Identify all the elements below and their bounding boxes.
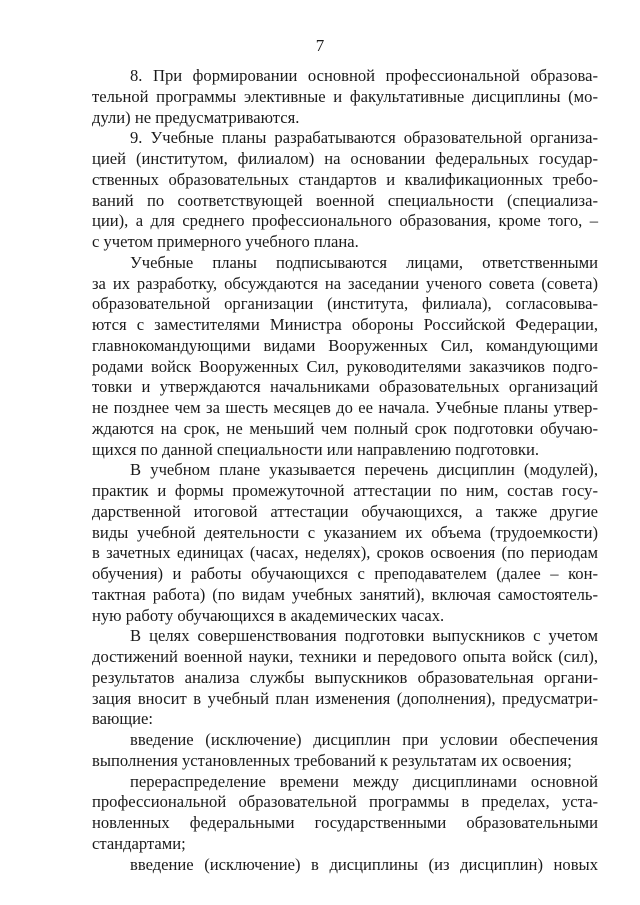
list-item [92,730,598,772]
text-line: новленных федеральными государственными образовательными [92,813,598,832]
text-line: практик и формы промежуточной аттестации по ним, состав госу- [92,481,598,500]
text-line: перераспределение времени между дисциплинами основной [130,771,598,791]
text-line: тактная работа) (по видам учебных занятий), включая самостоятель- [92,584,598,604]
text-line: ются с заместителями Министра обороны Российской Федерации, [92,315,598,334]
text-line: зация вносит в учебный план изменения (дополнения), предусматри- [92,688,598,708]
text-line: дули) не предусматриваются. [92,107,300,127]
page-number: 7 [315,36,325,55]
text-line: тельной программы элективные и факультативные дисциплины (мо- [92,86,598,106]
text-line: товки и утверждаются начальниками образовательных организаций [92,377,598,397]
text-line: выполнения установленных требований к результатам их освоения; [92,750,572,770]
text-line: обучения) и работы обучающихся с преподавателем (далее – кон- [92,564,598,583]
text-line: щихся по данной специальности или направлению подготовки. [92,439,540,459]
text-line: ственных образовательных стандартов и квалификационных требо- [92,169,598,189]
text-line: родами войск Вооруженных Сил, руководителями заказчиков подго- [92,356,598,376]
text-line: вающие: [92,709,154,729]
text-line: ции), а для среднего профессионального образования, кроме того, – [92,211,598,231]
paragraph-plan-approval [92,253,598,461]
text-line: виды учебной деятельности с указанием их объема (трудоемкости) [92,522,598,542]
text-line: В учебном плане указывается перечень дисциплин (модулей), [130,460,598,480]
paragraph-item-8 [92,66,598,128]
list-item [92,772,598,855]
text-line: введение (исключение) в дисциплины (из дисциплин) новых [130,854,598,874]
list-item [92,855,598,876]
text-line: Учебные планы подписываются лицами, ответственными [130,252,598,272]
text-line: цией (институтом, филиалом) на основании федеральных государ- [92,149,598,168]
text-line: дарственной итоговой аттестации обучающихся, а также другие [92,501,598,521]
paragraph-plan-contents [92,460,598,626]
text-line: в зачетных единицах (часах, неделях), сроков освоения (по периодам [92,543,598,563]
text-line: введение (исключение) дисциплин при условии обеспечения [130,730,598,749]
text-line: ваний по соответствующей военной специальности (специализа- [92,190,598,210]
text-line: профессиональной образовательной программы в пределах, уста- [92,792,598,812]
text-line: не позднее чем за шесть месяцев до ее начала. Учебные планы утвер- [92,398,598,417]
paragraph-item-9 [92,128,598,253]
text-line: стандартами; [92,833,186,853]
text-line: 9. Учебные планы разрабатываются образовательной организа- [130,128,598,148]
text-line: образовательной организации (института, филиала), согласовыва- [92,294,598,314]
text-line: результатов анализа службы выпускников образовательная органи- [92,667,598,687]
text-line: В целях совершенствования подготовки выпускников с учетом [130,626,598,646]
text-line: достижений военной науки, техники и передового опыта войск (сил), [92,647,598,666]
text-line: с учетом примерного учебного плана. [92,232,359,251]
document-body [92,66,598,875]
text-line: ную работу обучающихся в академических часах. [92,605,445,625]
text-line: за их разработку, обсуждаются на заседании ученого совета (совета) [92,273,598,293]
text-line: главнокомандующими видами Вооруженных Сил, командующими [92,335,598,355]
text-line: 8. При формировании основной профессиональной образова- [130,66,598,85]
paragraph-improvement [92,626,598,730]
text-line: ждаются на срок, не меньший чем полный срок подготовки обучаю- [92,418,598,438]
